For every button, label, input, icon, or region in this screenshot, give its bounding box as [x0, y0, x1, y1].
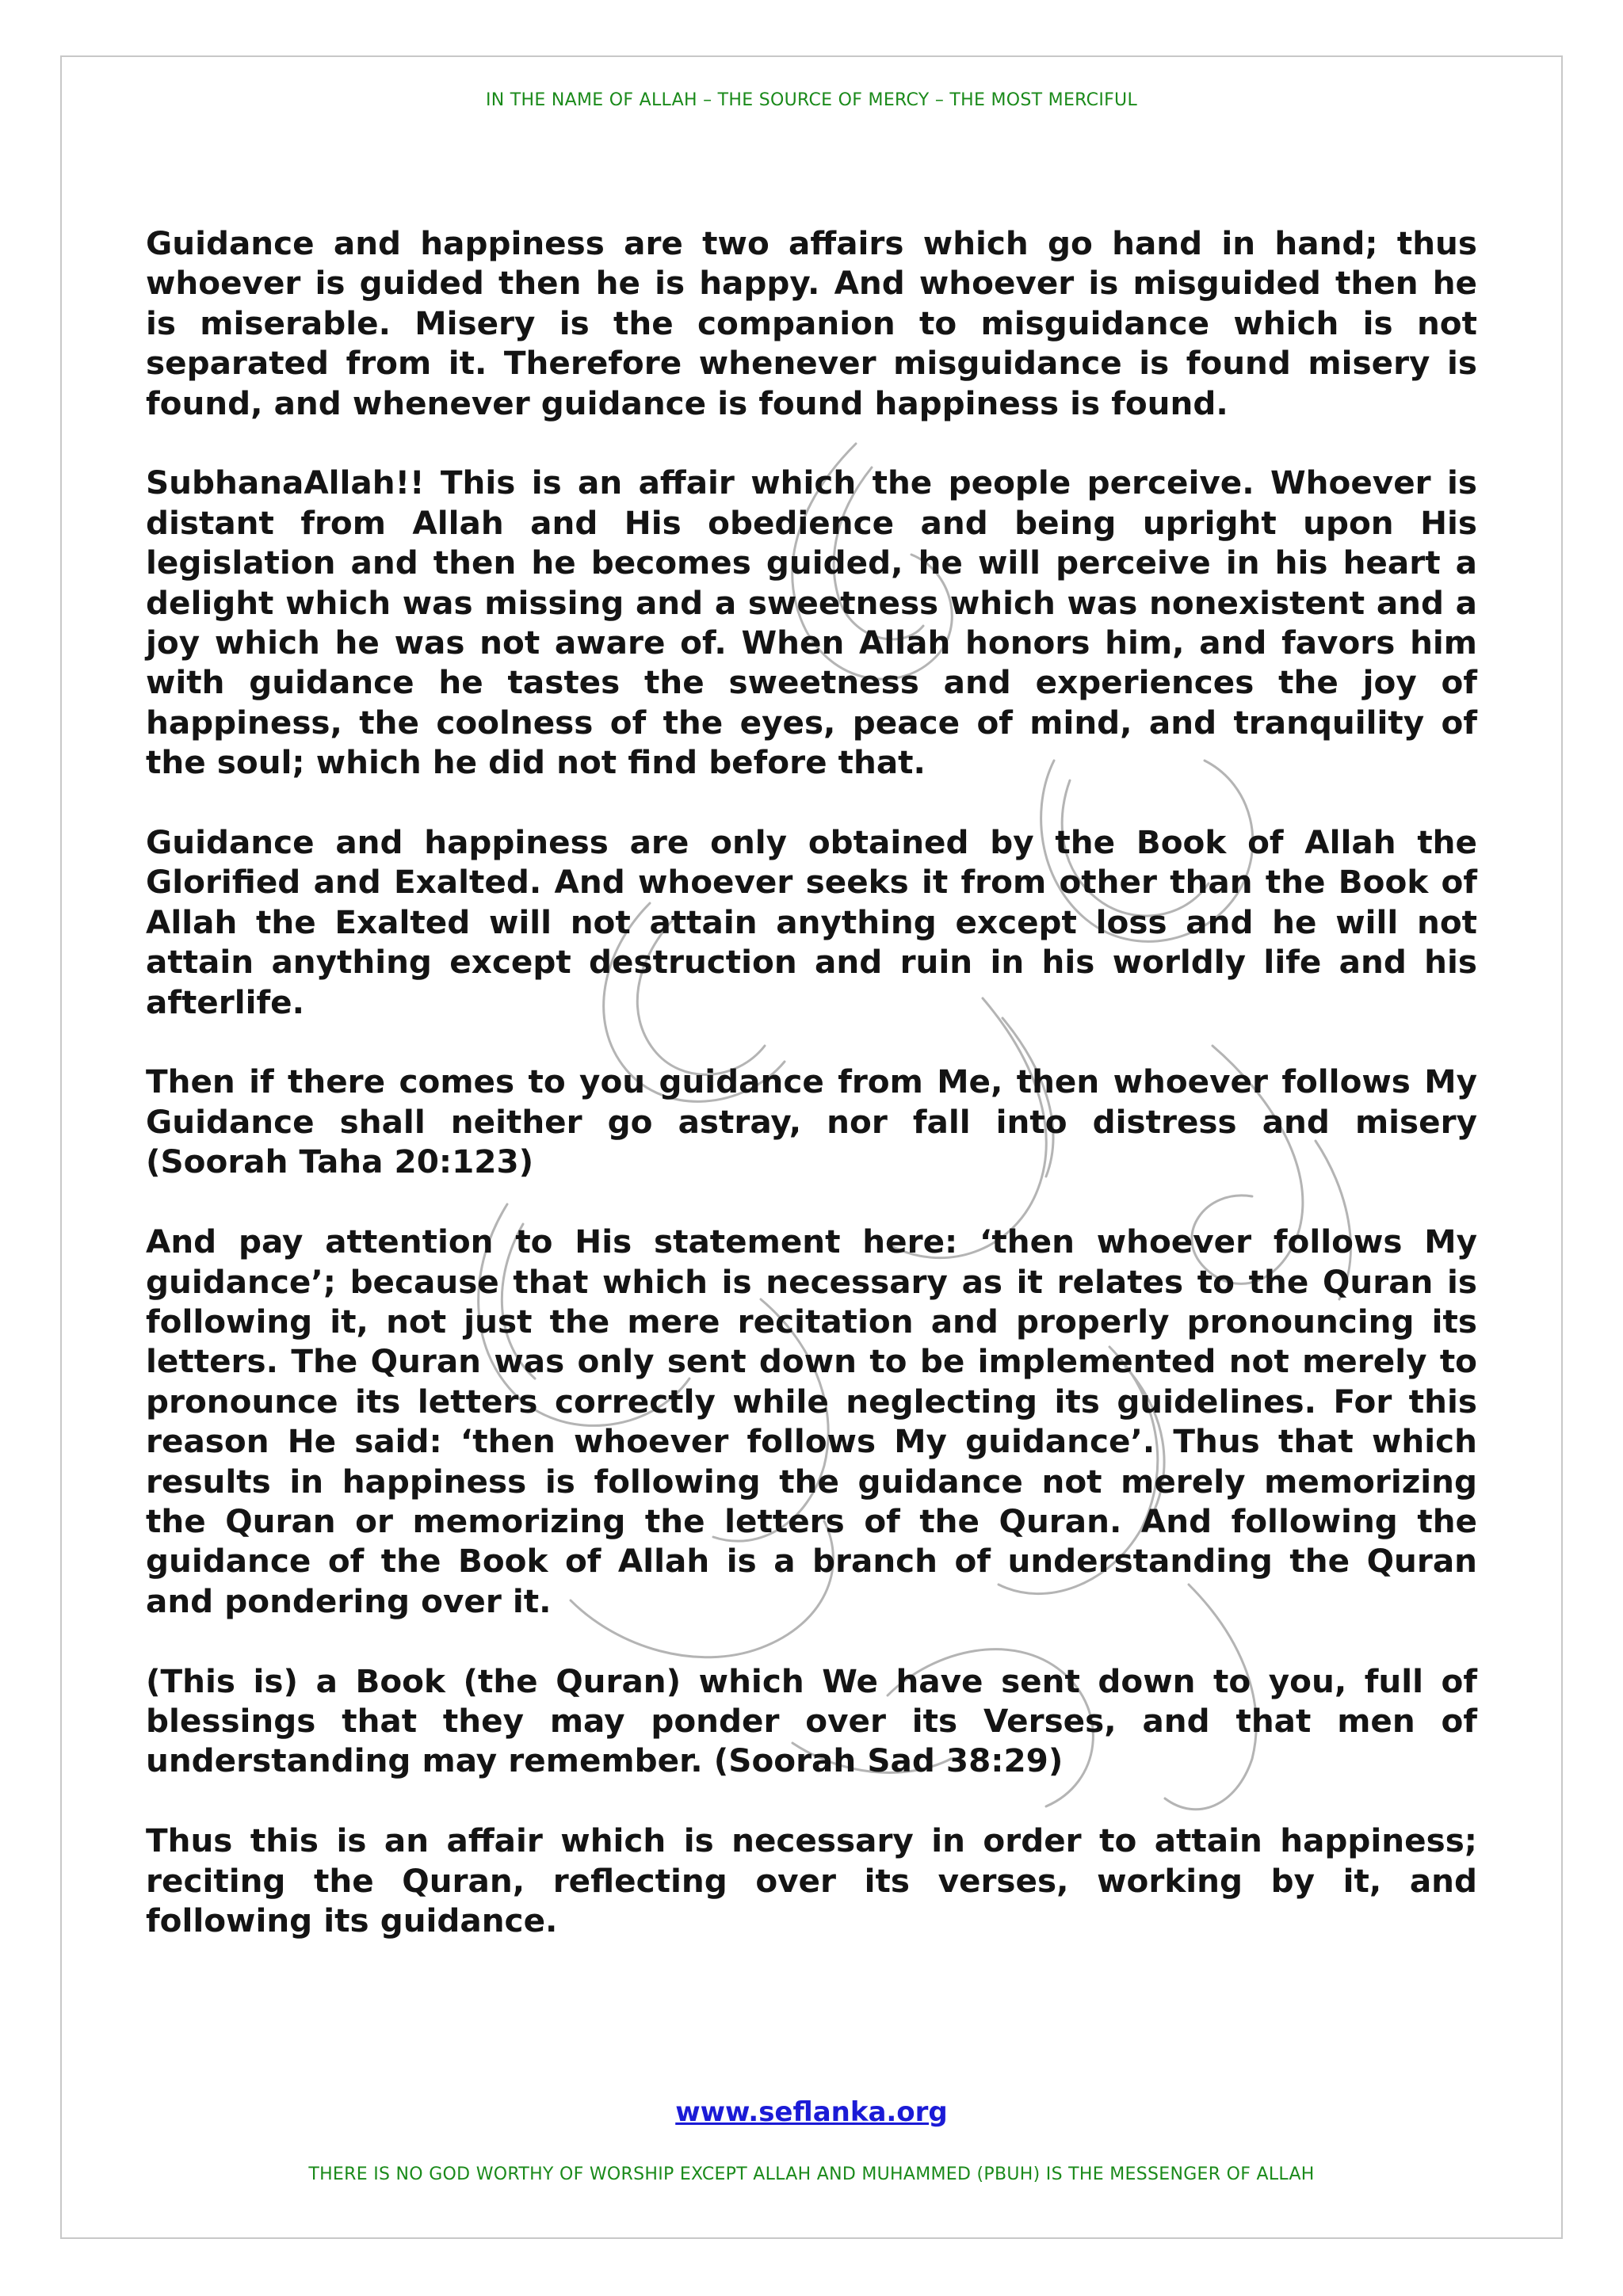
- quran-quote-paragraph: Then if there comes to you guidance from Me, then whoever follows My Guidance shall neither go astray, nor fall into distress and misery (Soorah Taha 20:123): [146, 1062, 1477, 1181]
- paragraph: And pay attention to His statement here: ‘then whoever follows My guidance’; because that which is necessary as it relates to the Quran is following it, not just the mere recitation and properly pronouncing its letters. The Quran was only sent down to be implemented not merely to pronounce its letters correctly while neglecting its guidelines. For this reason He said: ‘then whoever follows My guidance’. Thus that which results in happiness is following the guidance not merely memorizing the Quran or memorizing the letters of the Quran. And following the guidance of the Book of Allah is a branch of understanding the Quran and pondering over it.: [146, 1222, 1477, 1620]
- paragraph: Thus this is an affair which is necessary in order to attain happiness; reciting the Quran, reflecting over its verses, working by it, and following its guidance.: [146, 1821, 1477, 1939]
- page-footer: THERE IS NO GOD WORTHY OF WORSHIP EXCEPT ALLAH AND MUHAMMED (PBUH) IS THE MESSENGER OF ALLAH: [308, 2164, 1315, 2184]
- paragraph: Guidance and happiness are only obtained by the Book of Allah the Glorified and Exalted. And whoever seeks it from other than the Book of Allah the Exalted will not attain anything except loss and he will not attain anything except destruction and ruin in his worldly life and his afterlife.: [146, 823, 1477, 1021]
- page-header: IN THE NAME OF ALLAH – THE SOURCE OF MERCY – THE MOST MERCIFUL: [485, 90, 1138, 110]
- website-link[interactable]: www.seflanka.org: [675, 2096, 948, 2128]
- article-body: [146, 223, 1477, 1981]
- paragraph: Guidance and happiness are two affairs which go hand in hand; thus whoever is guided then he is happy. And whoever is misguided then he is miserable. Misery is the companion to misguidance which is not separated from it. Therefore whenever misguidance is found misery is found, and whenever guidance is found happiness is found.: [146, 224, 1477, 422]
- paragraph: SubhanaAllah!! This is an affair which the people perceive. Whoever is distant from Allah and His obedience and being upright upon His legislation and then he becomes guided, he will perceive in his heart a delight which was missing and a sweetness which was nonexistent and a joy which he was not aware of. When Allah honors him, and favors him with guidance he tastes the sweetness and experiences the joy of happiness, the coolness of the eyes, peace of mind, and tranquility of the soul; which he did not find before that.: [146, 463, 1477, 782]
- quran-quote-paragraph: (This is) a Book (the Quran) which We have sent down to you, full of blessings that they may ponder over its Verses, and that men of understanding may remember. (Soorah Sad 38:29): [146, 1661, 1477, 1780]
